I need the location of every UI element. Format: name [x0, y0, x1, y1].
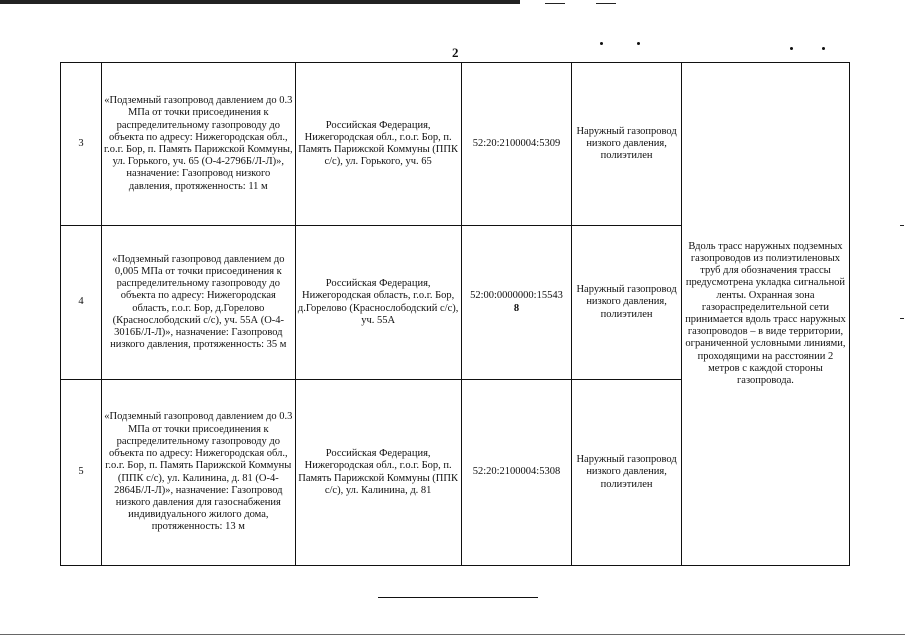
scan-mark-right-2 [900, 318, 904, 319]
page-number: 2 [452, 45, 459, 60]
cadastral-number [461, 226, 572, 380]
scan-dot [600, 42, 603, 45]
object-type: Наружный газопровод низкого давления, полиэтилен [572, 226, 682, 380]
object-address: Российская Федерация, Нижегородская обл., г.о.г. Бор, п. Память Парижской Коммуны (ППК с/с), ул. Горького, уч. 65 [295, 63, 461, 226]
cadastral-number [461, 63, 572, 226]
cadastral-number-tail: 8 [513, 302, 520, 314]
table-row [61, 63, 850, 226]
object-name: «Подземный газопровод давлением до 0.3 МПа от точки присоединения к распределительному газопроводу до объекта по адресу: Нижегородская обл., г.о.г. Бор, п. Память Парижской Коммуны (ППК с/с), ул. Калинина, д. 81 (О-4-2864Б/Л-Л)», назначение: Газопровод низкого давления для газоснабжения индивидуального жилого дома, протяженность: 13 м [101, 380, 295, 566]
scan-edge-bottom [0, 634, 905, 635]
cadastral-number [461, 380, 572, 566]
scan-mark-top-right-2 [596, 3, 616, 4]
scan-dot [822, 47, 825, 50]
scan-edge-top [0, 0, 520, 4]
row-number: 4 [61, 226, 102, 380]
row-number: 3 [61, 63, 102, 226]
scan-dot [637, 42, 640, 45]
object-address: Российская Федерация, Нижегородская обл., г.о.г. Бор, п. Память Парижской Коммуны (ППК с/с), ул. Калинина, д. 81 [295, 380, 461, 566]
cadastral-number-text: 52:00:0000000:15543 [470, 290, 563, 302]
row-number: 5 [61, 380, 102, 566]
cadastral-number-text: 52:20:2100004:5308 [472, 466, 561, 478]
end-of-document-rule [378, 597, 538, 598]
cadastral-number-text: 52:20:2100004:5309 [472, 137, 561, 149]
object-type: Наружный газопровод низкого давления, полиэтилен [572, 63, 682, 226]
protection-zone-note: Вдоль трасс наружных подземных газопроводов из полиэтиленовых труб для обозначения трассы предусмотрена укладка сигнальной ленты. Охранная зона газораспределительной сети принимается вдоль трасс наружных газопроводов – в виде территории, ограниченной условными линиями, проходящими на расстоянии 2 метров с каждой стороны газопровода. [681, 63, 849, 566]
scan-mark-right [900, 225, 904, 226]
object-name: «Подземный газопровод давлением до 0,005 МПа от точки присоединения к распределительному газопроводу до объекта по адресу: Нижегородская область, г.о.г. Бор, д.Горелово (Краснослободский с/с), уч. 55А (О-4-3016Б/Л-Л)», назначение: Газопровод низкого давления, протяженность: 35 м [101, 226, 295, 380]
scan-mark-top-right [545, 3, 565, 4]
scan-dot [790, 47, 793, 50]
object-type: Наружный газопровод низкого давления, полиэтилен [572, 380, 682, 566]
easement-table [60, 62, 850, 566]
object-name: «Подземный газопровод давлением до 0.3 МПа от точки присоединения к распределительному газопроводу до объекта по адресу: Нижегородская обл., г.о.г. Бор, п. Память Парижской Коммуны, ул. Горького, уч. 65 (О-4-2796Б/Л-Л)», назначение: Газопровод низкого давления, протяженность: 11 м [101, 63, 295, 226]
object-address: Российская Федерация, Нижегородская область, г.о.г. Бор, д.Горелово (Краснослободский с/с), уч. 55А [295, 226, 461, 380]
